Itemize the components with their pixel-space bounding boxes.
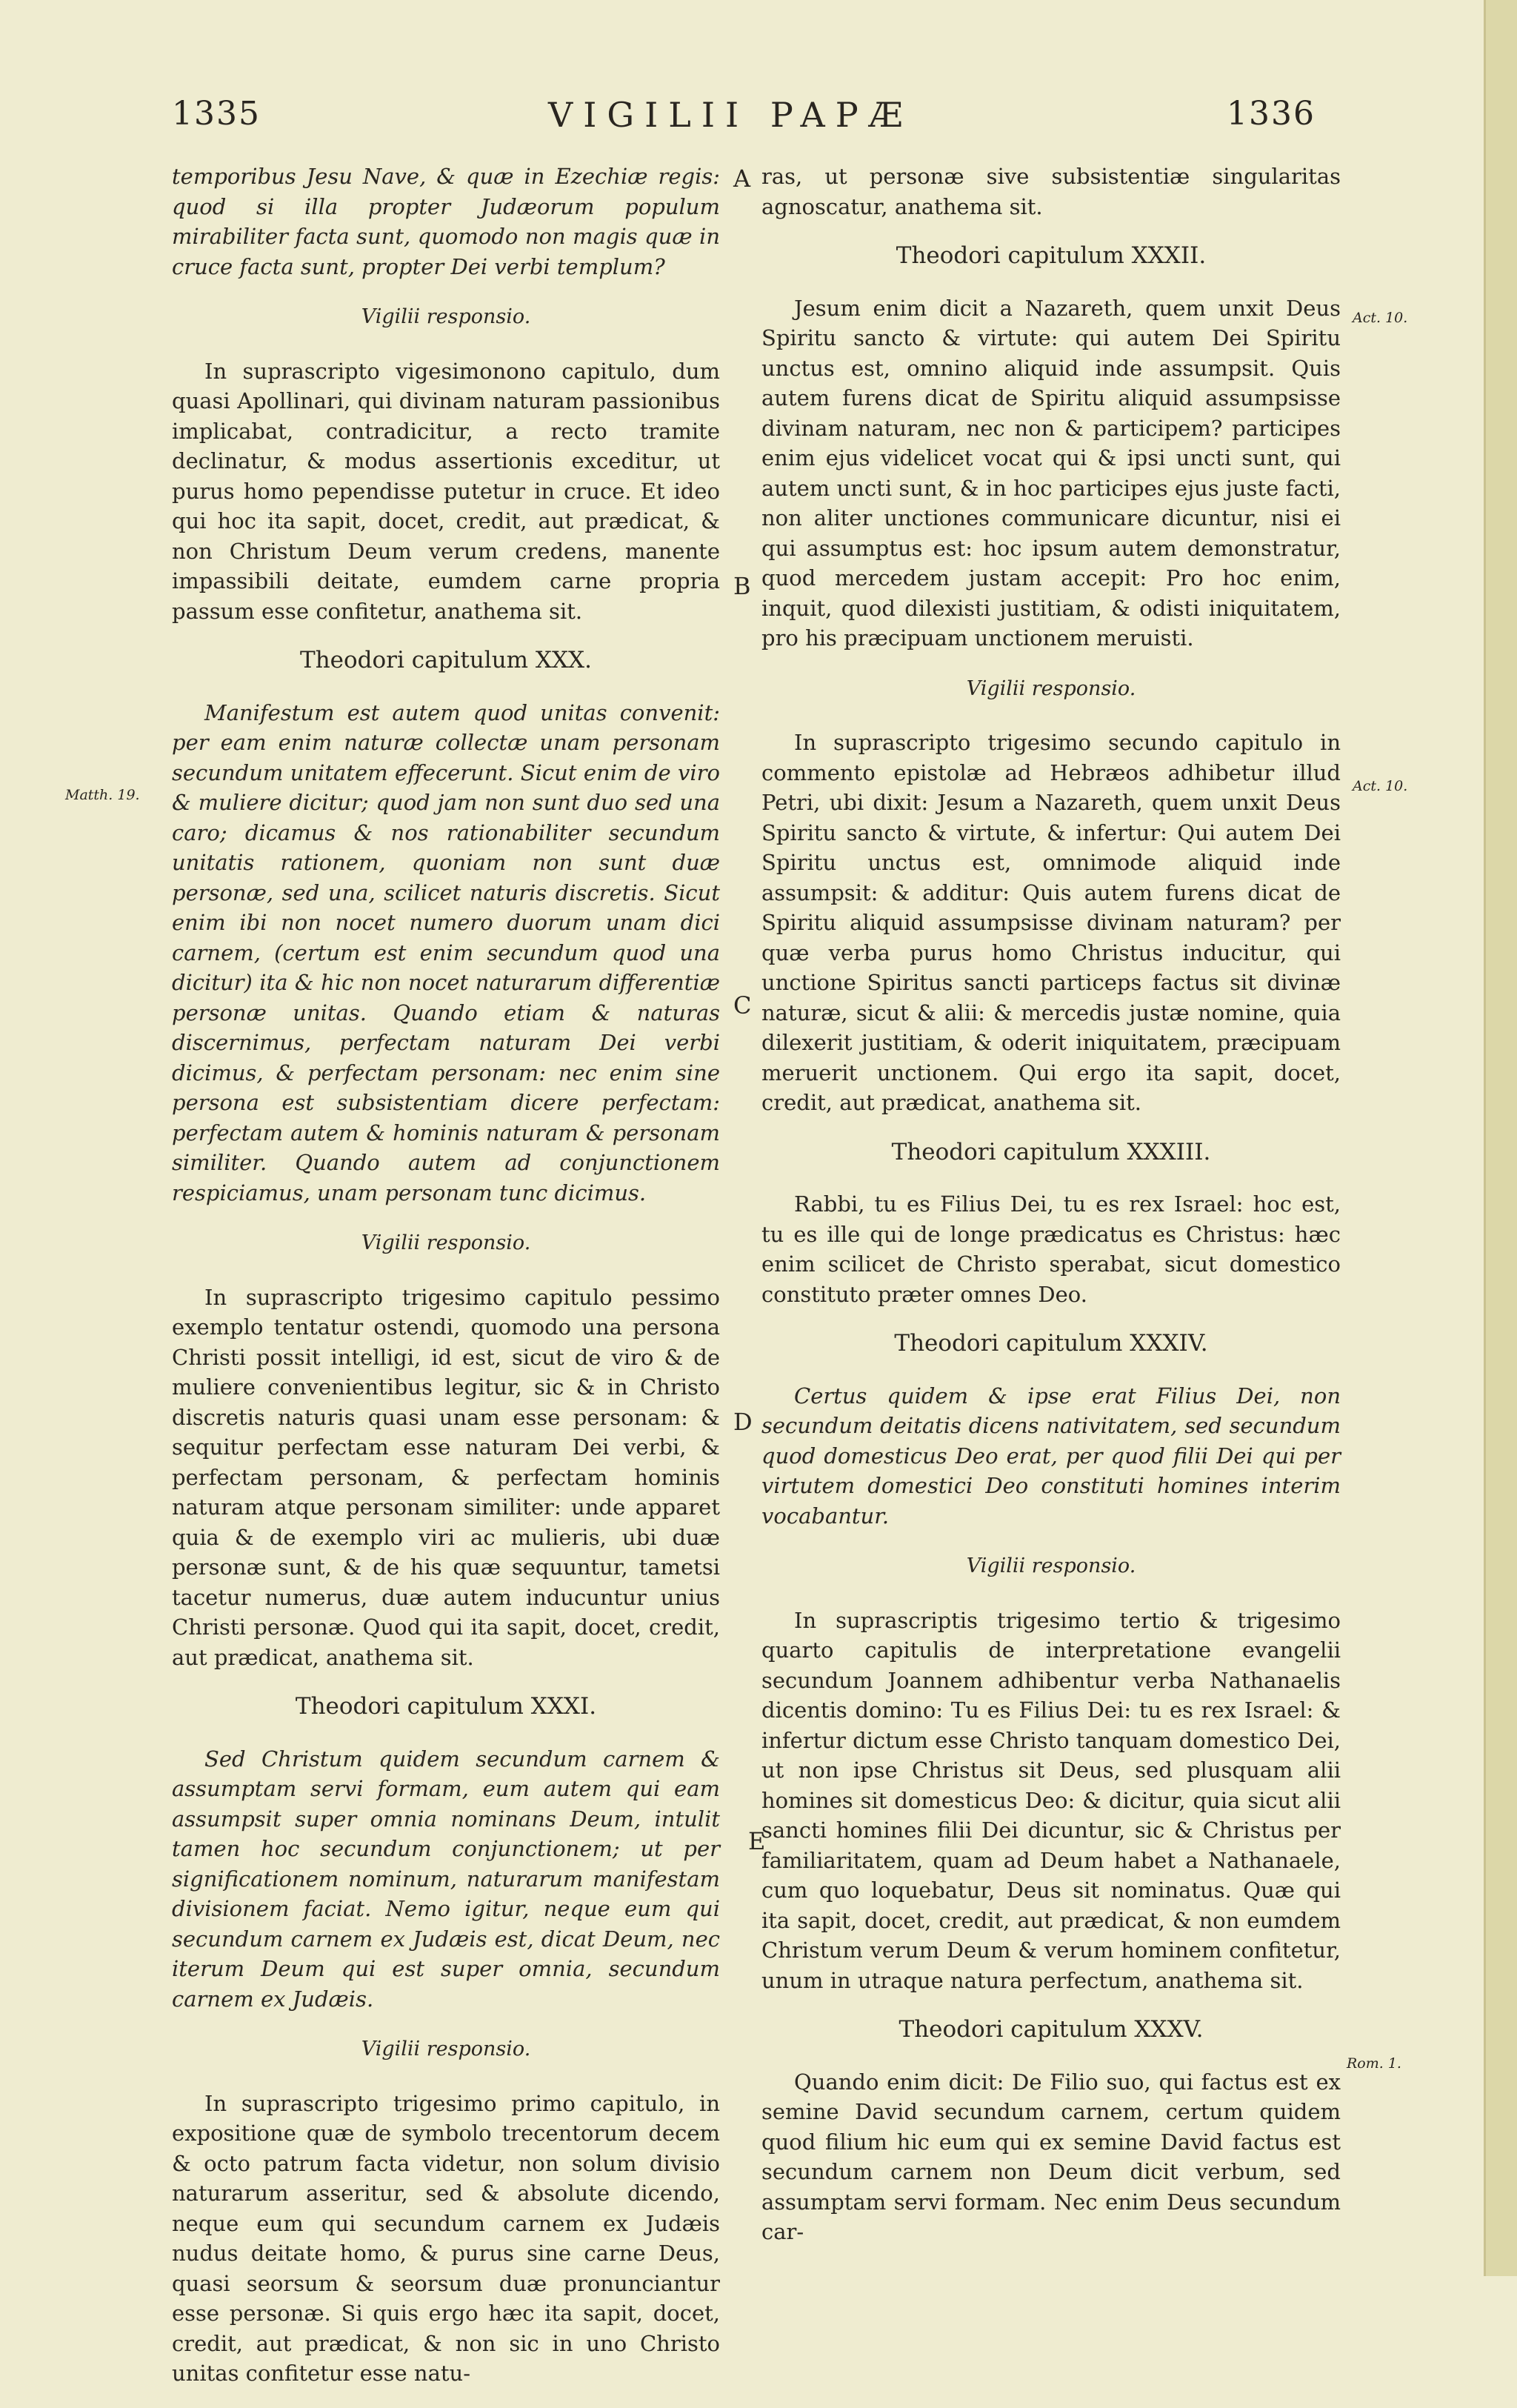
left-paragraph-2: In suprascripto vigesimonono capitulo, dum quasi Apollinari, qui divinam naturam passionibus implicabat, contradicitur, a recto tramite declinatur, & modus assertionis exceditur, ut purus homo pependisse putetur in cruce. Et ideo qui hoc ita sapit, docet, credit, aut prædicat, & non Christum Deum verum credens, manente impassibili deitate, eumdem carne propria passum esse confitetur, anathema sit. [172, 358, 720, 624]
running-title: VIGILII PAPÆ [548, 95, 913, 135]
right-column [761, 162, 1341, 2266]
chapter-heading-xxxiv: Theodori capitulum XXXIV. [894, 1330, 1208, 1357]
vigilii-responsio-heading: Vigilii responsio. [966, 1554, 1136, 1577]
left-paragraph-1: temporibus Jesu Nave, & quæ in Ezechiæ regis: quod si illa propter Judæorum populum mirabiliter facta sunt, quomodo non magis quæ in cruce facta sunt, propter Dei verbi templum? [172, 164, 720, 279]
left-page-number: 1335 [172, 95, 261, 133]
vigilii-responsio-heading: Vigilii responsio. [361, 305, 531, 328]
right-paragraph-2: Jesum enim dicit a Nazareth, quem unxit Deus Spiritu sancto & virtute: qui autem Dei Spiritu unctus est, omnino aliquid inde assumpsit. Quis autem furens dicat de Spiritu aliquid assumpsisse divinam naturam, nec non & participem? participes enim ejus videlicet vocat qui & ipsi uncti sunt, qui autem uncti sunt, & in hoc participes ejus juste facti, non aliter unctiones communicare dicuntur, nisi ei qui assumptus est: hoc ipsum autem demonstratur, quod mercedem justam accepit: Pro hoc enim, inquit, quod dilexisti justitiam, & odisti iniquitatem, pro his præcipuam unctionem meruisti. [761, 295, 1341, 651]
left-column [172, 162, 720, 2408]
vigilii-responsio-heading: Vigilii responsio. [966, 676, 1136, 700]
right-page-number: 1336 [1227, 95, 1316, 133]
page-edge [1484, 0, 1517, 2276]
margin-note-act-2: Act. 10. [1353, 778, 1408, 794]
margin-note-act-1: Act. 10. [1353, 310, 1408, 326]
section-marker-d: D [733, 1408, 753, 1436]
vigilii-responsio-heading: Vigilii responsio. [361, 1231, 531, 1254]
chapter-heading-xxxv: Theodori capitulum XXXV. [898, 2016, 1204, 2043]
chapter-heading-xxxii: Theodori capitulum XXXII. [896, 242, 1207, 269]
left-paragraph-3: Manifestum est autem quod unitas convenit: per eam enim naturæ collectæ unam personam secundum unitatem effecerunt. Sicut enim de viro & muliere dicitur; quod jam non sunt duo sed una caro; dicamus & nos rationabiliter secundum unitatis rationem, quoniam non sunt duæ personæ, sed una, scilicet naturis discretis. Sicut enim ibi non nocet numero duorum unam dici carnem, (certum est enim secundum quod una dicitur) ita & hic non nocet naturarum differentiæ personæ unitas. Quando etiam & naturas discernimus, perfectam naturam Dei verbi dicimus, & perfectam personam: nec enim sine persona est subsistentiam dicere perfectam: perfectam autem & hominis naturam & personam similiter. Quando autem ad conjunctionem respiciamus, unam personam tunc dicimus. [172, 699, 720, 1205]
right-paragraph-7: Quando enim dicit: De Filio suo, qui factus est ex semine David secundum carnem, certum quidem quod filium hic eum qui ex semine David factus est secundum carnem non Deum dicit verbum, sed assumptam servi formam. Nec enim Deus secundum car- [761, 2069, 1341, 2244]
chapter-heading-xxxiii: Theodori capitulum XXXIII. [891, 1138, 1211, 1165]
chapter-heading-xxxi: Theodori capitulum XXXI. [295, 1693, 597, 1720]
right-paragraph-4: Rabbi, tu es Filius Dei, tu es rex Israel: hoc est, tu es ille qui de longe prædicatus es Christus: hæc enim scilicet de Christo sperabat, sicut domestico constituto præter omnes Deo. [761, 1191, 1341, 1307]
section-marker-c: C [733, 991, 752, 1020]
left-paragraph-5: Sed Christum quidem secundum carnem & assumptam servi formam, eum autem qui eam assumpsit super omnia nominans Deum, intulit tamen hoc secundum conjunctionem; ut per significationem nominum, naturarum manifestam divisionem faciat. Nemo igitur, neque eum qui secundum carnem ex Judæis est, dicat Deum, nec iterum Deum qui est super omnia, secundum carnem ex Judæis. [172, 1746, 720, 2012]
vigilii-responsio-heading: Vigilii responsio. [361, 2038, 531, 2061]
section-marker-b: B [733, 572, 751, 600]
margin-note-matth: Matth. 19. [65, 787, 140, 803]
section-marker-e: E [748, 1827, 766, 1855]
chapter-heading-xxx: Theodori capitulum XXX. [300, 647, 592, 673]
right-paragraph-1: ras, ut personæ sive subsistentiæ singularitas agnoscatur, anathema sit. [761, 164, 1341, 219]
right-paragraph-6: In suprascriptis trigesimo tertio & trigesimo quarto capitulis de interpretatione evangelii secundum Joannem adhibentur verba Nathanaelis dicentis domino: Tu es Filius Dei: tu es rex Israel: & infertur dictum esse Christo tanquam domestico Dei, ut non ipse Christus sit Deus, sed plusquam alii homines sit domesticus Deo: & dicitur, quia sicut alii sancti homines filii Dei dicuntur, sic & Christus per familiaritatem, quam ad Deum habet a Nathanaele, cum quo loquebatur, Deus sit nominatus. Quæ qui ita sapit, docet, credit, aut prædicat, & non eumdem Christum verum Deum & verum hominem confitetur, unum in utraque natura perfectum, anathema sit. [761, 1607, 1341, 1993]
margin-note-rom: Rom. 1. [1347, 2055, 1401, 2072]
right-paragraph-3: In suprascripto trigesimo secundo capitulo in commento epistolæ ad Hebræos adhibetur illud Petri, ubi dixit: Jesum a Nazareth, quem unxit Deus Spiritu sancto & virtute, & infertur: Qui autem Dei Spiritu unctus est, omnimode aliquid inde assumpsit: & additur: Quis autem furens dicat de Spiritu aliquid assumpsisse divinam naturam? per quæ verba purus homo Christus inducitur, qui unctione Spiritus sancti particeps factus sit divinæ naturæ, sicut & alii: & mercedis justæ nomine, quia dilexerit justitiam, & oderit iniquitatem, præcipuam meruerit unctionem. Qui ergo ita sapit, docet, credit, aut prædicat, anathema sit. [761, 730, 1341, 1115]
right-paragraph-5: Certus quidem & ipse erat Filius Dei, non secundum deitatis dicens nativitatem, sed secundum quod domesticus Deo erat, per quod filii Dei qui per virtutem domestici Deo constituti homines interim vocabantur. [761, 1383, 1341, 1529]
left-paragraph-4: In suprascripto trigesimo capitulo pessimo exemplo tentatur ostendi, quomodo una persona Christi possit intelligi, id est, sicut de viro & de muliere convenientibus legitur, sic & in Christo discretis naturis quasi unam esse personam: & sequitur perfectam esse naturam Dei verbi, & perfectam personam, & perfectam hominis naturam atque personam similiter: unde apparet quia & de exemplo viri ac mulieris, ubi duæ personæ sunt, & de his quæ sequuntur, tametsi tacetur numerus, duæ autem inducuntur unius Christi personæ. Quod qui ita sapit, docet, credit, aut prædicat, anathema sit. [172, 1284, 720, 1670]
left-paragraph-6: In suprascripto trigesimo primo capitulo, in expositione quæ de symbolo trecentorum decem & octo patrum facta videtur, non solum divisio naturarum asseritur, sed & absolute dicendo, neque eum qui secundum carnem ex Judæis nudus deitate homo, & purus sine carne Deus, quasi seorsum & seorsum duæ pronunciantur esse personæ. Si quis ergo hæc ita sapit, docet, credit, aut prædicat, & non sic in uno Christo unitas confitetur esse natu- [172, 2090, 720, 2386]
section-marker-a: A [733, 164, 751, 193]
